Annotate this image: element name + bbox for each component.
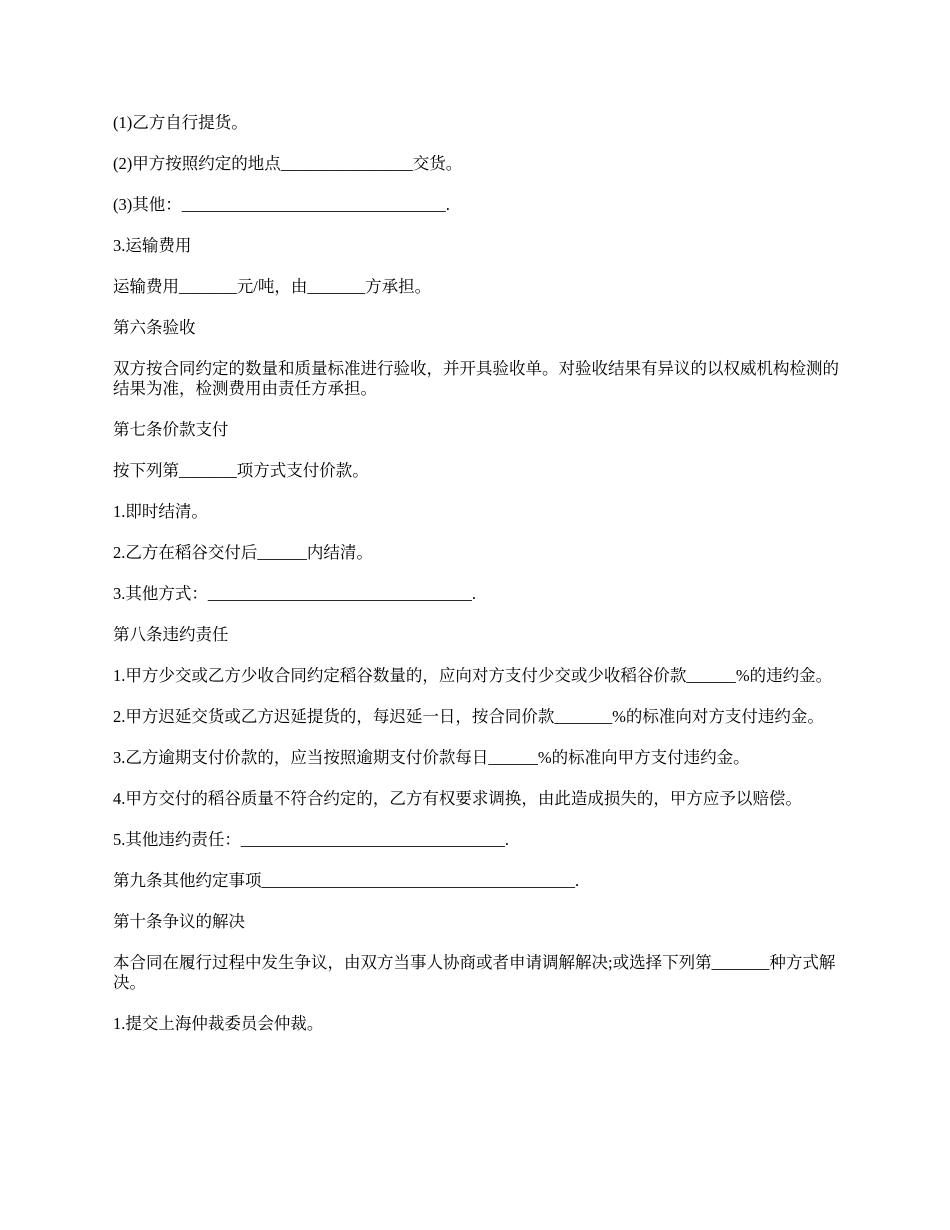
clause-payment-after-delivery: 2.乙方在稻谷交付后______内结清。 xyxy=(113,543,373,562)
clause-pickup-self: (1)乙方自行提货。 xyxy=(113,113,248,132)
clause-payment-immediate: 1.即时结清。 xyxy=(113,502,208,521)
clause-breach-quantity: 1.甲方少交或乙方少收合同约定稻谷数量的，应向对方支付少交或少收稻谷价款______%的违约金。 xyxy=(113,666,833,685)
clause-breach-late-payment: 3.乙方逾期支付价款的，应当按照逾期支付价款每日______%的标准向甲方支付违约金。 xyxy=(113,748,750,767)
clause-breach-delay: 2.甲方迟延交货或乙方迟延提货的，每迟延一日，按合同价款_______%的标准向对方支付违约金。 xyxy=(113,707,824,726)
heading-article-8: 第八条违约责任 xyxy=(113,625,229,644)
clause-breach-quality: 4.甲方交付的稻谷质量不符合约定的，乙方有权要求调换，由此造成损失的，甲方应予以赔偿。 xyxy=(113,789,802,808)
clause-transport-cost: 运输费用_______元/吨，由_______方承担。 xyxy=(113,277,432,296)
clause-payment-other: 3.其他方式：________________________________. xyxy=(113,584,476,603)
clause-delivery-other: (3)其他：________________________________. xyxy=(113,195,450,214)
heading-article-6: 第六条验收 xyxy=(113,318,196,337)
clause-arbitration: 1.提交上海仲裁委员会仲裁。 xyxy=(113,1014,324,1033)
heading-transport-cost: 3.运输费用 xyxy=(113,236,192,255)
heading-article-7: 第七条价款支付 xyxy=(113,420,229,439)
clause-delivery-location: (2)甲方按照约定的地点________________交货。 xyxy=(113,154,463,173)
clause-breach-other: 5.其他违约责任：________________________________. xyxy=(113,830,509,849)
heading-article-9: 第九条其他约定事项______________________________________. xyxy=(113,871,580,890)
document-page xyxy=(113,113,843,1055)
clause-dispute-resolution: 本合同在履行过程中发生争议，由双方当事人协商或者申请调解解决;或选择下列第_______种方式解决。 xyxy=(113,953,836,992)
clause-payment-method: 按下列第_______项方式支付价款。 xyxy=(113,461,369,480)
clause-acceptance: 双方按合同约定的数量和质量标准进行验收，并开具验收单。对验收结果有异议的以权威机构检测的结果为准，检测费用由责任方承担。 xyxy=(113,359,839,398)
heading-article-10: 第十条争议的解决 xyxy=(113,912,245,931)
